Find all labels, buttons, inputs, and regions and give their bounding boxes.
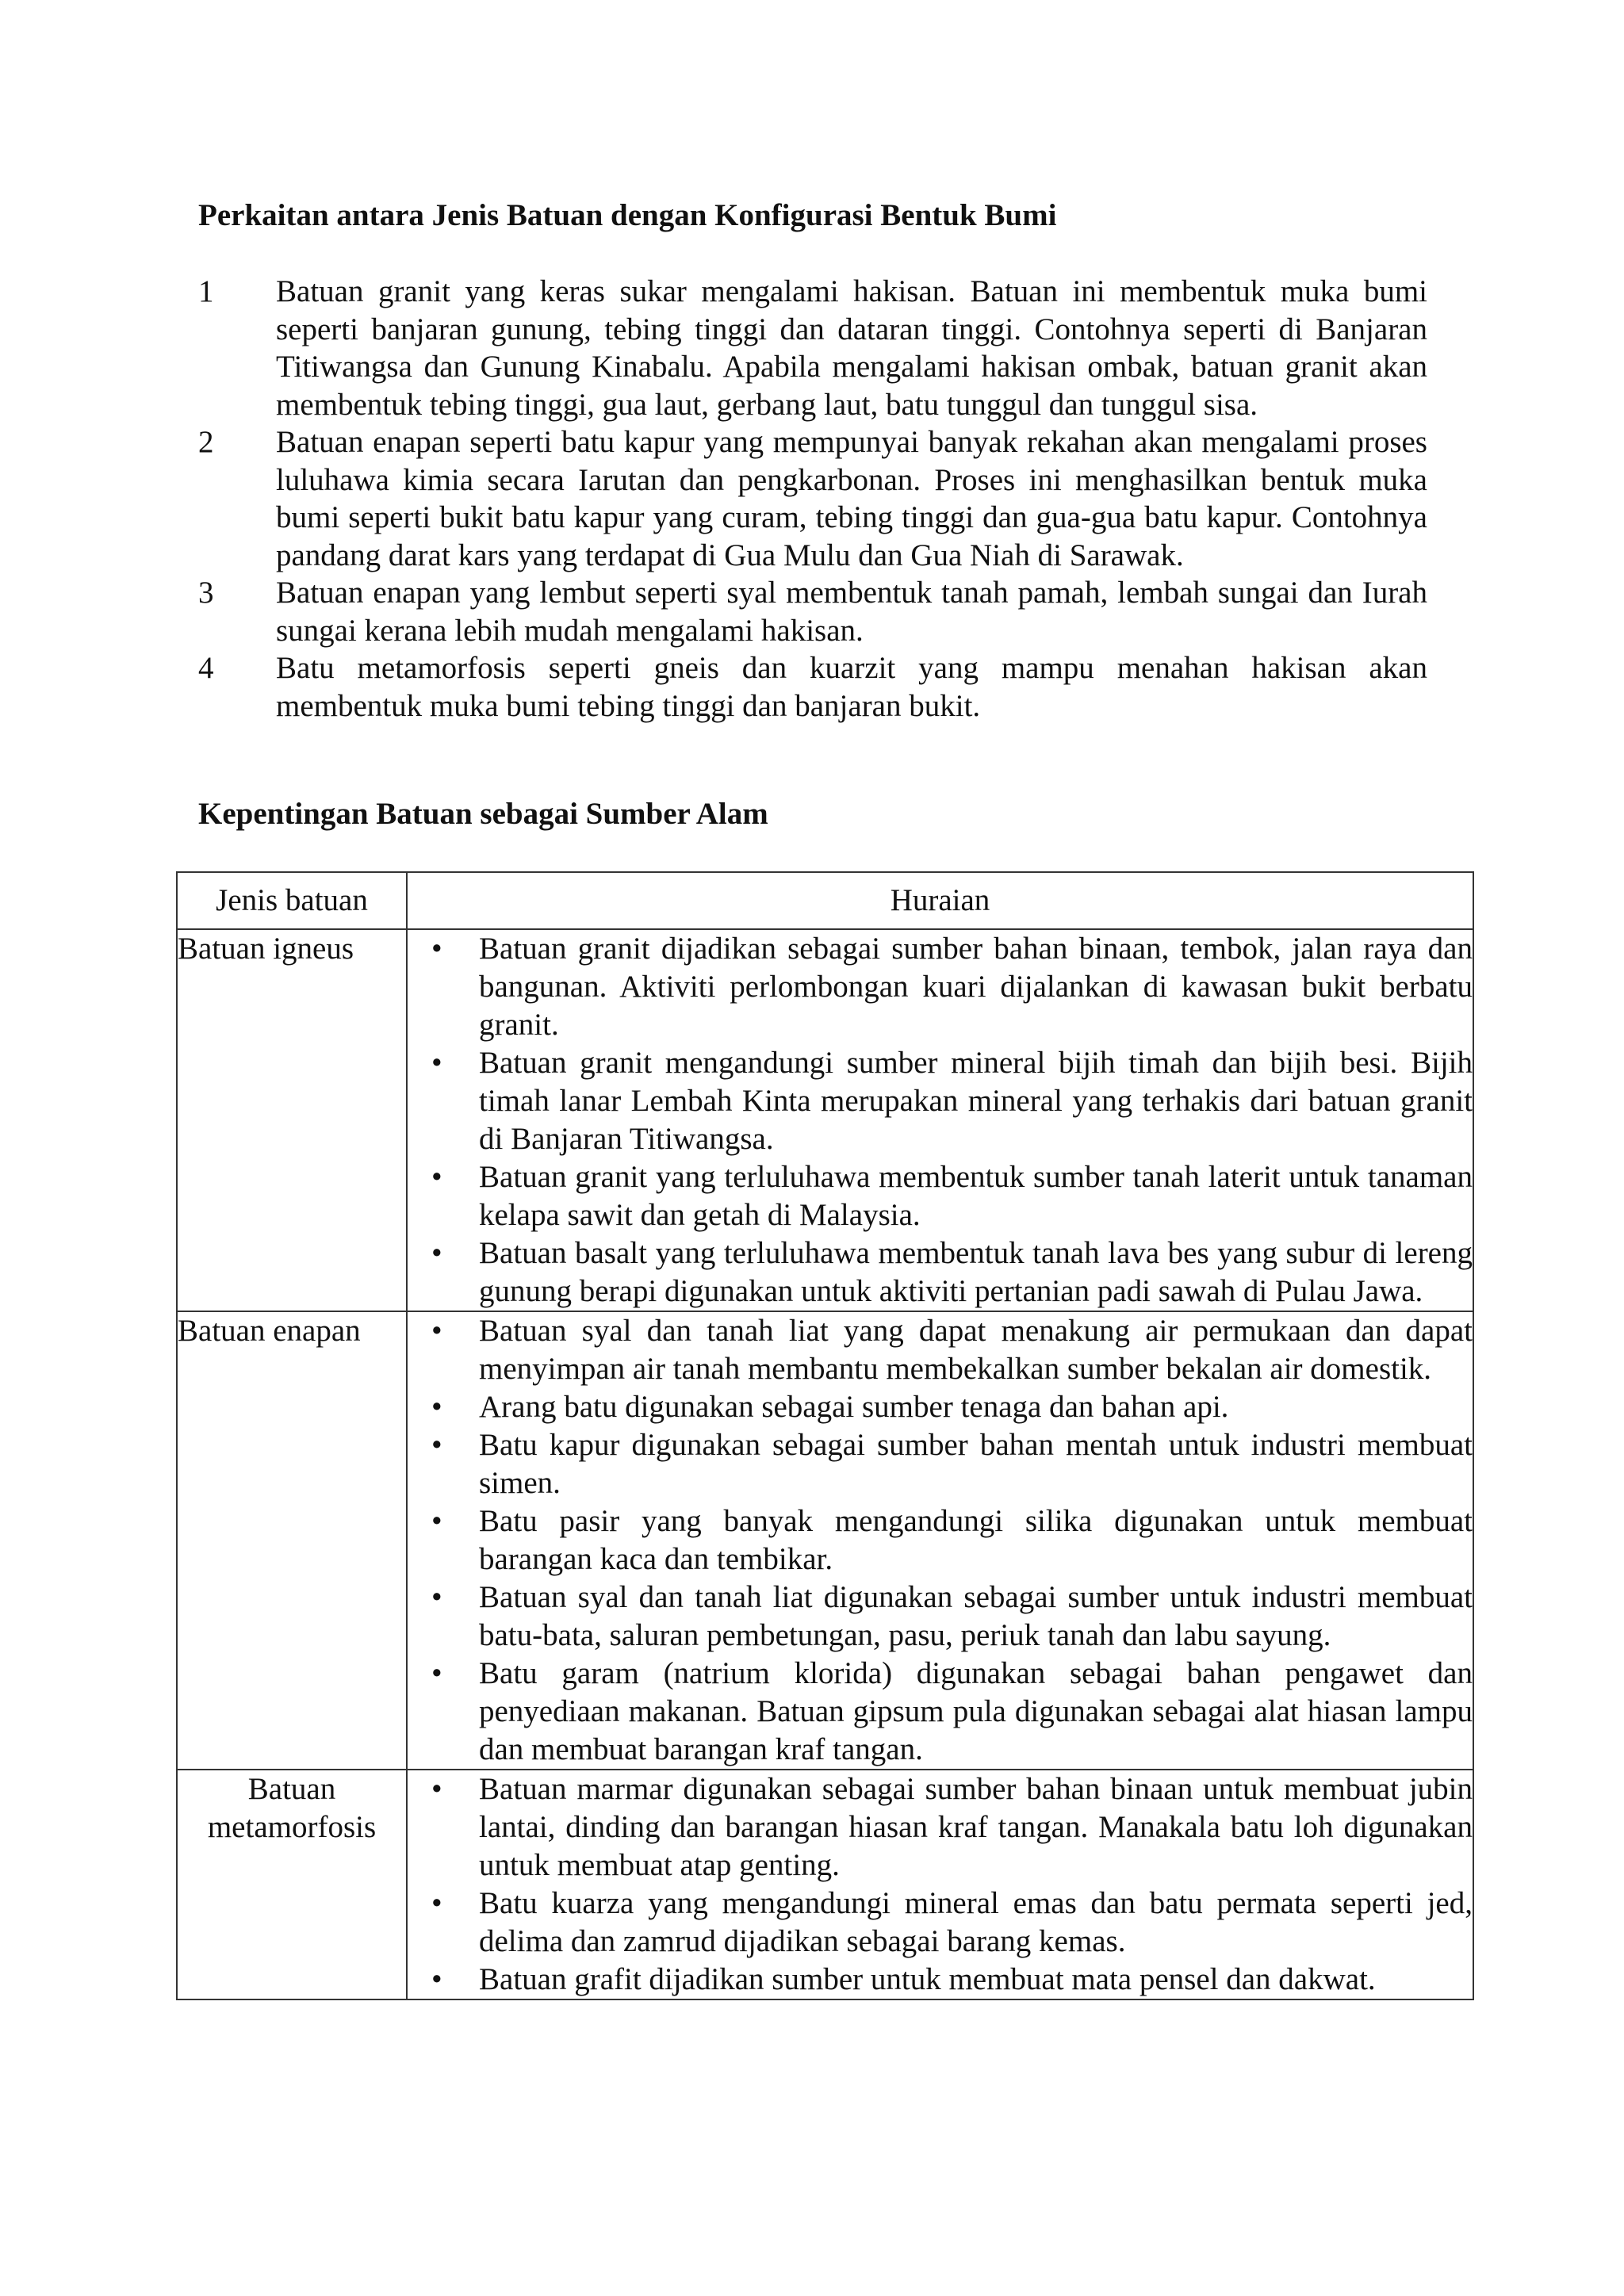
bullet-text: Batu kapur digunakan sebagai sumber bahan mentah untuk industri membuat simen. — [479, 1428, 1473, 1500]
section-heading-konfigurasi: Perkaitan antara Jenis Batuan dengan Konfigurasi Bentuk Bumi — [198, 198, 1057, 232]
bullet-item — [408, 1961, 1473, 1999]
list-item — [198, 649, 1427, 725]
list-item — [198, 423, 1427, 574]
bullet-list — [408, 930, 1473, 1311]
list-item — [198, 273, 1427, 423]
rock-type-cell: Batuan metamorfosis — [177, 1770, 407, 1999]
rock-resources-table — [176, 871, 1474, 2000]
bullet-text: Batuan grafit dijadikan sumber untuk membuat mata pensel dan dakwat. — [479, 1962, 1376, 1996]
list-item-text: Batuan granit yang keras sukar mengalami hakisan. Batuan ini membentuk muka bumi seperti banjaran gunung, tebing tinggi dan dataran tinggi. Contohnya seperti di Banjaran Titiwangsa dan Gunung Kinabalu. Apabila mengalami hakisan ombak, batuan granit akan membentuk tebing tinggi, gua laut, gerbang laut, batu tunggul dan tunggul sisa. — [276, 274, 1427, 422]
bullet-icon: • — [431, 1656, 442, 1690]
bullet-text: Batuan granit yang terluluhawa membentuk sumber tanah laterit untuk tanaman kelapa sawit dan getah di Malaysia. — [479, 1160, 1473, 1232]
bullet-icon: • — [431, 1236, 442, 1270]
bullet-item — [408, 1044, 1473, 1158]
bullet-text: Batuan marmar digunakan sebagai sumber bahan binaan untuk membuat jubin lantai, dinding dan barangan hiasan kraf tangan. Manakala batu loh digunakan untuk membuat atap genting. — [479, 1772, 1473, 1882]
list-item-text: Batu metamorfosis seperti gneis dan kuarzit yang mampu menahan hakisan akan membentuk muka bumi tebing tinggi dan banjaran bukit. — [276, 651, 1427, 723]
bullet-text: Batuan granit dijadikan sebagai sumber bahan binaan, tembok, jalan raya dan bangunan. Aktiviti perlombongan kuari dijalankan di kawasan bukit berbatu granit. — [479, 932, 1473, 1042]
bullet-list — [408, 1770, 1473, 1999]
bullet-item — [408, 1578, 1473, 1655]
bullet-item — [408, 1234, 1473, 1311]
bullet-text: Arang batu digunakan sebagai sumber tenaga dan bahan api. — [479, 1390, 1229, 1424]
table-header-jenis-batuan: Jenis batuan — [177, 872, 407, 929]
bullet-icon: • — [431, 1580, 442, 1614]
bullet-item — [408, 1502, 1473, 1578]
bullet-icon: • — [431, 1504, 442, 1538]
bullet-item — [408, 1388, 1473, 1426]
bullet-text: Batuan syal dan tanah liat digunakan sebagai sumber untuk industri membuat batu-bata, saluran pembetungan, pasu, periuk tanah dan labu sayung. — [479, 1580, 1473, 1652]
bullet-icon: • — [431, 1314, 442, 1348]
description-cell — [407, 929, 1473, 1311]
bullet-icon: • — [431, 1428, 442, 1462]
bullet-text: Batu garam (natrium klorida) digunakan sebagai bahan pengawet dan penyediaan makanan. Batuan gipsum pula digunakan sebagai alat hiasan lampu dan membuat barangan kraf tangan. — [479, 1656, 1473, 1766]
bullet-text: Batu pasir yang banyak mengandungi silika digunakan untuk membuat barangan kaca dan tembikar. — [479, 1504, 1473, 1576]
bullet-icon: • — [431, 1160, 442, 1194]
bullet-item — [408, 1770, 1473, 1885]
list-item-number: 3 — [198, 576, 214, 610]
bullet-text: Batu kuarza yang mengandungi mineral emas dan batu permata seperti jed, delima dan zamrud dijadikan sebagai barang kemas. — [479, 1886, 1473, 1958]
bullet-icon: • — [431, 932, 442, 966]
bullet-item — [408, 1655, 1473, 1769]
table-header-huraian: Huraian — [407, 872, 1473, 929]
list-item — [198, 574, 1427, 649]
rock-type-cell: Batuan enapan — [177, 1311, 407, 1770]
bullet-icon: • — [431, 1046, 442, 1080]
bullet-item — [408, 1426, 1473, 1502]
bullet-text: Batuan granit mengandungi sumber mineral bijih timah dan bijih besi. Bijih timah lanar Lembah Kinta merupakan mineral yang terhakis dari batuan granit di Banjaran Titiwangsa. — [479, 1046, 1473, 1156]
table-row — [177, 1770, 1473, 1999]
numbered-list — [198, 273, 1427, 725]
list-item-number: 4 — [198, 651, 214, 685]
description-cell — [407, 1311, 1473, 1770]
list-item-text: Batuan enapan seperti batu kapur yang mempunyai banyak rekahan akan mengalami proses luluhawa kimia secara Iarutan dan pengkarbonan. Proses ini menghasilkan bentuk muka bumi seperti bukit batu kapur yang curam, tebing tinggi dan gua-gua batu kapur. Contohnya pandang darat kars yang terdapat di Gua Mulu dan Gua Niah di Sarawak. — [276, 425, 1427, 572]
bullet-item — [408, 1312, 1473, 1388]
bullet-icon: • — [431, 1772, 442, 1806]
table-row — [177, 1311, 1473, 1770]
bullet-list — [408, 1312, 1473, 1769]
bullet-icon: • — [431, 1390, 442, 1424]
bullet-item — [408, 1885, 1473, 1961]
bullet-text: Batuan basalt yang terluluhawa membentuk tanah lava bes yang subur di lereng gunung berapi digunakan untuk aktiviti pertanian padi sawah di Pulau Jawa. — [479, 1236, 1473, 1308]
rock-type-cell: Batuan igneus — [177, 929, 407, 1311]
bullet-item — [408, 1158, 1473, 1234]
list-item-number: 2 — [198, 425, 214, 459]
bullet-icon: • — [431, 1886, 442, 1920]
table-row — [177, 929, 1473, 1311]
section-heading-sumber-alam: Kepentingan Batuan sebagai Sumber Alam — [198, 797, 768, 831]
table-header-row — [177, 872, 1473, 929]
bullet-icon: • — [431, 1962, 442, 1996]
description-cell — [407, 1770, 1473, 1999]
bullet-text: Batuan syal dan tanah liat yang dapat menakung air permukaan dan dapat menyimpan air tanah membantu membekalkan sumber bekalan air domestik. — [479, 1314, 1473, 1386]
list-item-text: Batuan enapan yang lembut seperti syal membentuk tanah pamah, lembah sungai dan Iurah sungai kerana lebih mudah mengalami hakisan. — [276, 576, 1427, 648]
bullet-item — [408, 930, 1473, 1044]
list-item-number: 1 — [198, 274, 214, 308]
